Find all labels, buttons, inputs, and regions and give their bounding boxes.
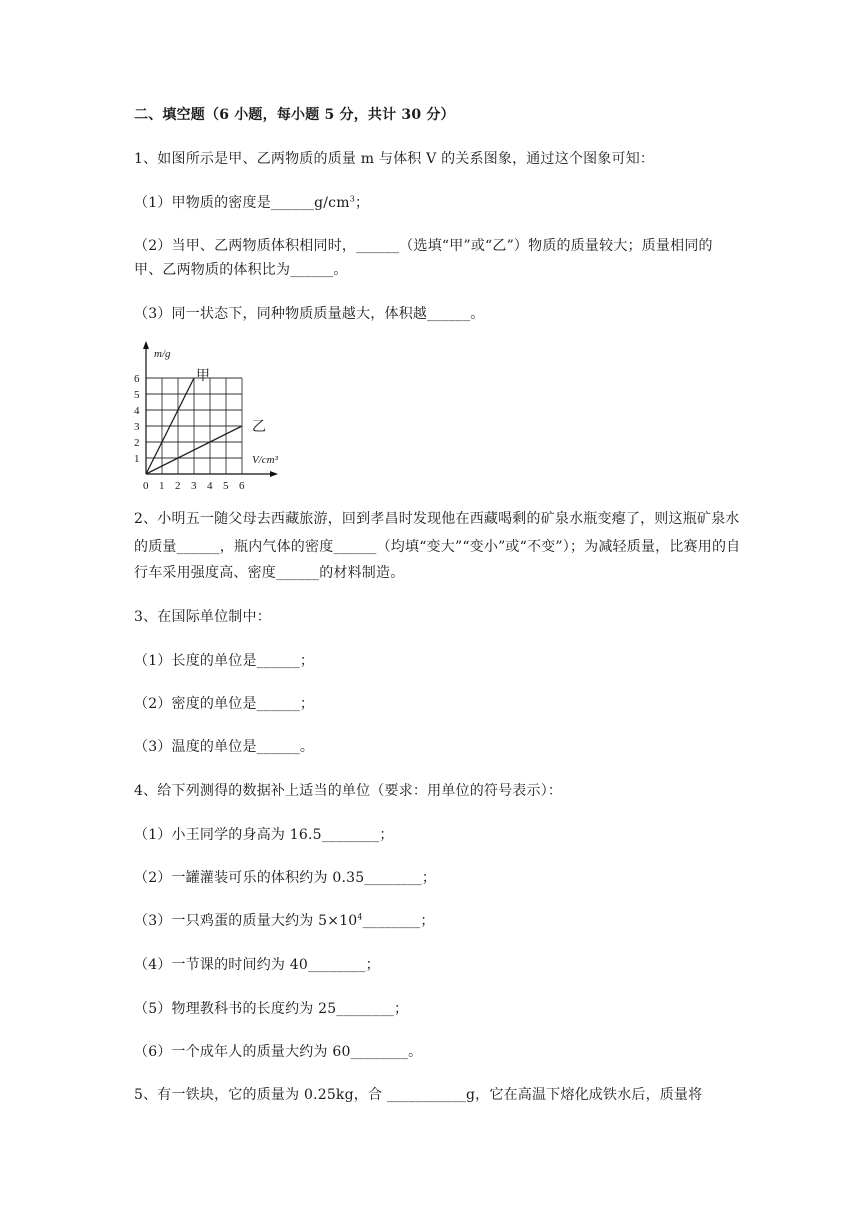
x-tick-label: 2 [175,480,181,492]
q5-line1: 5、有一铁块，它的质量为 0.25kg，合 ___________g，它在高温下熔化成铁水后，质量将 [134,1087,703,1103]
q1-part1-end: ； [355,195,370,211]
q1-part2-line2: 甲、乙两物质的体积比为______。 [134,262,348,278]
q4-part5: （5）物理教科书的长度约为 25________； [134,1001,409,1017]
chart-grid [146,378,242,474]
q1-stem: 1、如图所示是甲、乙两物质的质量 m 与体积 V 的关系图象，通过这个图象可知： [134,151,655,167]
x-axis-label: V/cm³ [252,454,278,466]
y-tick-label: 1 [134,453,140,465]
q4-part4: （4）一节课的时间约为 40________； [134,957,380,973]
q4-part3-superscript: 4 [357,912,363,922]
x-tick-label: 3 [191,480,197,492]
mass-volume-chart [128,337,288,497]
q4-part6: （6）一个成年人的质量大约为 60________。 [134,1044,423,1060]
q2-line2: 的质量______，瓶内气体的密度______（均填“变大”“变小”或“不变”）；为减轻质量，比赛用的自 [134,539,741,555]
q1-part2-line1: （2）当甲、乙两物质体积相同时，______（选填“甲”或“乙”）物质的质量较大；质量相同的 [134,238,713,254]
x-tick-label: 5 [223,480,229,492]
chart-labels [134,348,279,492]
q2-line1: 2、小明五一随父母去西藏旅游，回到孝昌时发现他在西藏喝剩的矿泉水瓶变瘪了，则这瓶矿泉水 [134,511,740,527]
y-tick-label: 2 [134,437,140,449]
q4-part3-end: ________； [362,913,435,929]
q4-part3-text: （3）一只鸡蛋的质量大约为 5×10 [134,913,358,929]
q2-line3: 行车采用强度高、密度______的材料制造。 [134,565,405,581]
q4-part3 [134,911,435,931]
x-axis-arrow [270,471,278,477]
x-tick-label: 4 [207,480,213,492]
q4-part1: （1）小王同学的身高为 16.5________； [134,827,394,843]
q1-part1-text: （1）甲物质的密度是______g/cm [134,195,350,211]
y-tick-label: 4 [134,405,140,417]
y-tick-label: 6 [134,373,140,385]
q1-part1-superscript: 3 [349,194,355,204]
y-tick-label: 3 [134,421,140,433]
y-axis-label: m/g [154,348,171,360]
x-tick-label: 1 [159,480,165,492]
y-tick-label: 5 [134,389,140,401]
q1-part3: （3）同一状态下，同种物质质量越大，体积越______。 [134,306,485,322]
series-label-jia: 甲 [196,369,210,384]
q4-part2: （2）一罐灌装可乐的体积约为 0.35________； [134,870,437,886]
x-tick-label: 0 [143,480,149,492]
q3-stem: 3、在国际单位制中： [134,609,271,625]
q3-part2: （2）密度的单位是______； [134,696,315,712]
q4-stem: 4、给下列测得的数据补上适当的单位（要求：用单位的符号表示）： [134,783,563,799]
y-axis-arrow [143,341,149,349]
series-label-yi: 乙 [252,420,266,435]
q3-part1: （1）长度的单位是______； [134,653,315,669]
x-tick-label: 6 [239,480,245,492]
q3-part3: （3）温度的单位是______。 [134,739,315,755]
section-title: 二、填空题（6 小题，每小题 5 分，共计 30 分） [134,107,455,123]
q1-part1 [134,193,369,213]
